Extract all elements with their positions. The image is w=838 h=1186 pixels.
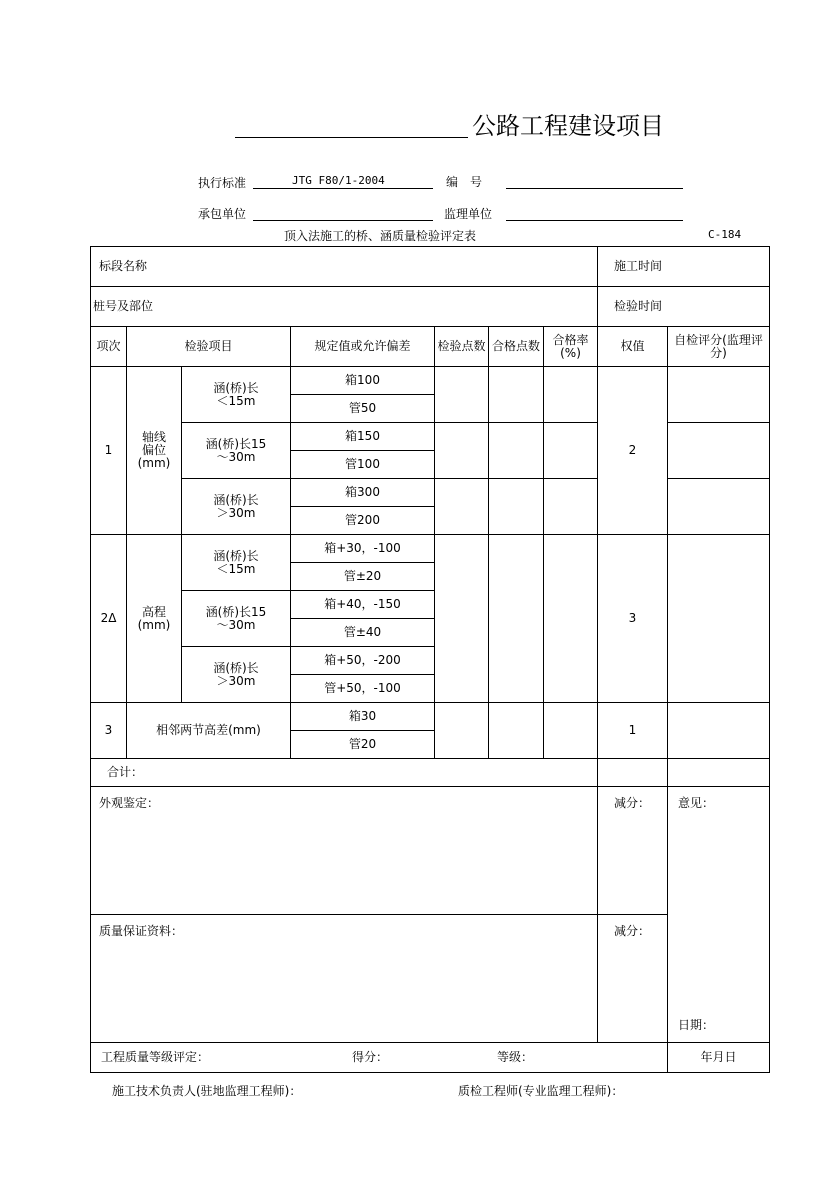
grade-eval-label: 工程质量等级评定： — [101, 1050, 210, 1064]
spec-value: 箱+50，-200 — [291, 647, 435, 675]
spec-value: 箱100 — [291, 367, 435, 395]
item-name: 轴线偏位(mm) — [127, 367, 182, 535]
group-label: 涵(桥)长＞30m — [182, 647, 291, 703]
supervisor-field — [506, 220, 683, 221]
construction-time-label: 施工时间 — [598, 247, 770, 287]
item-no: 2Δ — [91, 535, 127, 703]
pass-rate-cell[interactable] — [544, 479, 598, 535]
header-score: 自检评分(监理评分) — [668, 327, 770, 367]
group-label: 涵(桥)长＞30m — [182, 479, 291, 535]
header-no: 项次 — [91, 327, 127, 367]
grade-label: 等级： — [497, 1050, 534, 1064]
points-cell[interactable] — [435, 367, 489, 423]
points-cell[interactable] — [435, 703, 489, 759]
item-no: 3 — [91, 703, 127, 759]
spec-value: 管200 — [291, 507, 435, 535]
inspection-time-label: 检验时间 — [598, 287, 770, 327]
station-location-label: 桩号及部位 — [91, 287, 598, 327]
standard-value: JTG F80/1-2004 — [292, 174, 385, 187]
header-pass-rate: 合格率(%) — [544, 327, 598, 367]
spec-value: 箱+30，-100 — [291, 535, 435, 563]
spec-value: 箱+40，-150 — [291, 591, 435, 619]
page-title: 公路工程建设项目 — [472, 112, 664, 140]
points-cell[interactable] — [435, 423, 489, 479]
supervisor-label: 监理单位 — [444, 207, 493, 221]
spec-value: 管+50，-100 — [291, 675, 435, 703]
item-name: 相邻两节高差(mm) — [127, 703, 291, 759]
spec-value: 管20 — [291, 731, 435, 759]
spec-value: 管±40 — [291, 619, 435, 647]
header-item: 检验项目 — [127, 327, 291, 367]
spec-value: 箱150 — [291, 423, 435, 451]
item-name: 高程(mm) — [127, 535, 182, 703]
score-cell[interactable] — [668, 367, 770, 423]
project-name-line — [235, 137, 468, 138]
weight-value: 3 — [598, 535, 668, 703]
docs-deduction-label: 减分： — [598, 915, 668, 1043]
item-no: 1 — [91, 367, 127, 535]
pass-rate-cell[interactable] — [544, 535, 598, 703]
opinion-label: 意见： — [678, 796, 715, 810]
appearance-label: 外观鉴定： — [91, 787, 598, 915]
header-points: 检验点数 — [435, 327, 489, 367]
header-spec: 规定值或允许偏差 — [291, 327, 435, 367]
points-cell[interactable] — [435, 479, 489, 535]
inspection-table — [90, 246, 770, 1073]
group-label: 涵(桥)长15～30m — [182, 423, 291, 479]
spec-value: 管±20 — [291, 563, 435, 591]
score-cell[interactable] — [668, 535, 770, 703]
form-code: C-184 — [708, 228, 742, 241]
pass-rate-cell[interactable] — [544, 423, 598, 479]
spec-value: 箱30 — [291, 703, 435, 731]
group-label: 涵(桥)长＜15m — [182, 367, 291, 423]
pass-points-cell[interactable] — [489, 479, 544, 535]
group-label: 涵(桥)长15～30m — [182, 591, 291, 647]
spec-value: 管100 — [291, 451, 435, 479]
header-weight: 权值 — [598, 327, 668, 367]
score-label: 得分： — [352, 1050, 389, 1064]
quality-docs-label: 质量保证资料： — [91, 915, 598, 1043]
pass-points-cell[interactable] — [489, 703, 544, 759]
spec-value: 管50 — [291, 395, 435, 423]
score-cell[interactable] — [668, 423, 770, 479]
header-pass-points: 合格点数 — [489, 327, 544, 367]
form-title: 顶入法施工的桥、涵质量检验评定表 — [284, 229, 477, 243]
score-cell[interactable] — [668, 703, 770, 759]
pass-rate-cell[interactable] — [544, 703, 598, 759]
number-field — [506, 188, 683, 189]
pass-points-cell[interactable] — [489, 423, 544, 479]
grade-eval-row — [91, 1043, 668, 1073]
score-cell[interactable] — [668, 479, 770, 535]
number-label: 编 号 — [446, 175, 483, 189]
pass-rate-cell[interactable] — [544, 367, 598, 423]
weight-value: 1 — [598, 703, 668, 759]
pass-points-cell[interactable] — [489, 535, 544, 703]
weight-value: 2 — [598, 367, 668, 535]
total-score-cell[interactable] — [668, 759, 770, 787]
contractor-label: 承包单位 — [198, 207, 247, 221]
points-cell[interactable] — [435, 535, 489, 703]
inspector-label: 质检工程师(专业监理工程师)： — [458, 1084, 624, 1098]
ymd-label: 年月日 — [668, 1043, 770, 1073]
group-label: 涵(桥)长＜15m — [182, 535, 291, 591]
contractor-field — [253, 220, 433, 221]
total-weight-cell[interactable] — [598, 759, 668, 787]
appearance-deduction-label: 减分： — [598, 787, 668, 915]
pass-points-cell[interactable] — [489, 367, 544, 423]
spec-value: 箱300 — [291, 479, 435, 507]
date-label: 日期： — [678, 1018, 715, 1032]
standard-label: 执行标准 — [198, 176, 247, 190]
total-label: 合计： — [91, 759, 598, 787]
opinion-cell[interactable] — [668, 787, 770, 1043]
tech-lead-label: 施工技术负责人(驻地监理工程师)： — [112, 1084, 302, 1098]
section-name-label: 标段名称 — [91, 247, 598, 287]
